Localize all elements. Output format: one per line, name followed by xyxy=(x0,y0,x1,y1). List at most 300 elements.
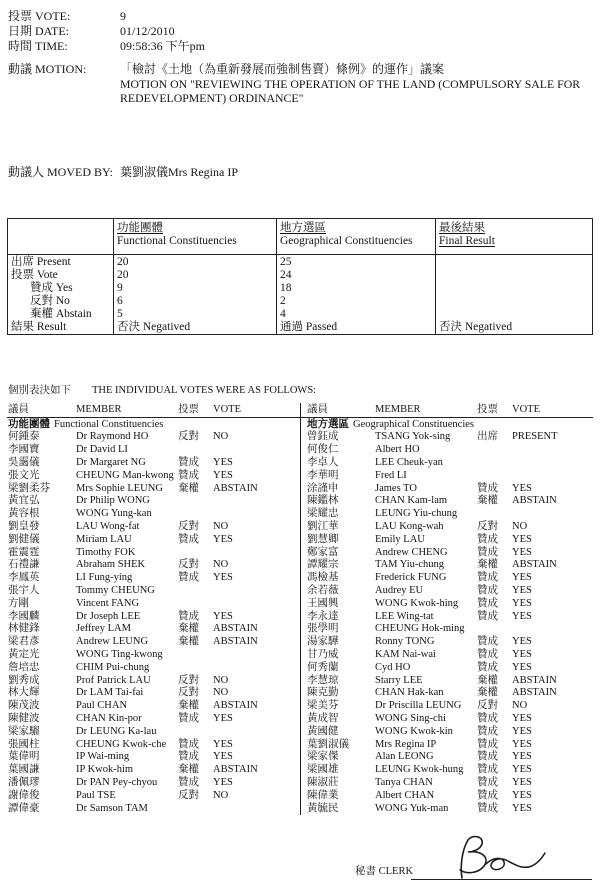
member-vote-zh: 棄權 xyxy=(178,623,199,635)
member-name-zh: 劉慧卿 xyxy=(307,533,339,545)
member-name-en: Dr David LI xyxy=(76,444,128,456)
member-vote-zh: 贊成 xyxy=(178,610,199,622)
member-name-en: Vincent FANG xyxy=(76,597,140,609)
summary-geographical-value: 24 xyxy=(280,269,292,281)
member-name-zh: 梁家騮 xyxy=(8,725,40,737)
member-vote-zh: 贊成 xyxy=(477,712,498,724)
member-name-zh: 李永達 xyxy=(307,610,339,622)
member-vote-zh xyxy=(178,598,213,611)
member-vote-zh: 出席 xyxy=(477,431,498,443)
member-vote-zh: 贊成 xyxy=(477,572,498,584)
member-name-zh: 陳偉業 xyxy=(307,789,339,801)
member-name-en: LAU Kong-wah xyxy=(375,520,444,532)
member-name-en: Dr LAM Tai-fai xyxy=(76,687,144,699)
member-name-en: Frederick FUNG xyxy=(375,572,447,584)
summary-header-blank xyxy=(8,222,113,248)
member-row xyxy=(307,470,592,483)
member-vote-zh xyxy=(178,495,213,508)
member-name-en: Andrew CHENG xyxy=(375,546,448,558)
member-vote-zh xyxy=(477,508,512,521)
member-vote-zh: 反對 xyxy=(178,674,199,686)
member-row xyxy=(8,675,298,688)
member-row xyxy=(8,559,298,572)
member-name-zh: 梁家傑 xyxy=(307,751,339,763)
member-row xyxy=(307,739,592,752)
member-name-zh: 何鍾泰 xyxy=(8,431,40,443)
member-name-en: IP Kwok-him xyxy=(76,764,134,776)
member-name-en: Starry LEE xyxy=(375,674,423,686)
member-name-en: CHEUNG Man-kwong xyxy=(76,469,174,481)
summary-table xyxy=(7,218,593,335)
member-vote-en: YES xyxy=(512,712,532,724)
member-name-en: IP Wai-ming xyxy=(76,751,130,763)
member-row xyxy=(307,790,592,803)
member-name-zh: 張學明 xyxy=(307,623,339,635)
member-vote-en: YES xyxy=(512,802,532,814)
member-row xyxy=(307,585,592,598)
summary-final-value xyxy=(435,308,592,321)
member-row xyxy=(8,777,298,790)
member-name-en: LI Fung-ying xyxy=(76,572,133,584)
member-vote-zh: 贊成 xyxy=(477,725,498,737)
date-row xyxy=(8,24,205,39)
member-row xyxy=(8,457,298,470)
member-row xyxy=(307,495,592,508)
member-row xyxy=(307,751,592,764)
individual-votes-heading-en: THE INDIVIDUAL VOTES WERE AS FOLLOWS: xyxy=(92,385,317,396)
summary-header-row xyxy=(8,222,592,248)
member-name-zh: 方剛 xyxy=(8,597,29,609)
member-name-zh: 黃宜弘 xyxy=(8,495,40,507)
vote-number-label: 投票 VOTE: xyxy=(8,9,71,23)
functional-column xyxy=(8,404,298,815)
member-vote-en: YES xyxy=(213,572,233,584)
vote-meta xyxy=(8,9,205,54)
member-row xyxy=(8,521,298,534)
summary-header-geographical-en: Geographical Constituencies xyxy=(280,235,413,247)
member-row xyxy=(307,444,592,457)
member-vote-zh: 贊成 xyxy=(477,636,498,648)
member-name-zh: 余若薇 xyxy=(307,584,339,596)
vote-number-row xyxy=(8,9,205,24)
member-row xyxy=(307,623,592,636)
member-name-en: CHIM Pui-chung xyxy=(76,661,150,673)
member-name-en: Jeffrey LAM xyxy=(76,623,131,635)
member-vote-en: YES xyxy=(512,789,532,801)
member-row xyxy=(307,675,592,688)
clerk-signature xyxy=(448,834,548,880)
summary-row-result xyxy=(8,321,592,334)
member-name-en: Miriam LAU xyxy=(76,533,132,545)
member-row xyxy=(8,534,298,547)
motion-title-zh: 「檢討《土地（為重新發展而強制售賣）條例》的運作」議案 xyxy=(120,62,445,76)
member-name-en: Albert HO xyxy=(375,444,420,456)
section-title-geographical xyxy=(307,419,592,432)
member-vote-zh: 反對 xyxy=(178,520,199,532)
member-vote-en: YES xyxy=(213,776,233,788)
member-name-zh: 黃毓民 xyxy=(307,802,339,814)
member-name-en: LEUNG Kwok-hung xyxy=(375,764,464,776)
member-row xyxy=(8,508,298,521)
member-name-zh: 張文光 xyxy=(8,469,40,481)
individual-votes-heading xyxy=(8,384,316,397)
summary-row-abstain xyxy=(8,308,592,321)
member-name-zh: 涂謹申 xyxy=(307,482,339,494)
summary-row-label: 結果 Result xyxy=(11,321,67,333)
member-row xyxy=(8,790,298,803)
member-row xyxy=(307,521,592,534)
member-row xyxy=(8,431,298,444)
member-name-en: Dr Margaret NG xyxy=(76,456,146,468)
member-vote-en: NO xyxy=(213,674,229,686)
vote-number-value: 9 xyxy=(120,9,126,23)
member-row xyxy=(307,713,592,726)
member-vote-zh: 反對 xyxy=(178,687,199,699)
member-vote-en: YES xyxy=(213,738,233,750)
member-vote-zh: 贊成 xyxy=(178,776,199,788)
member-vote-zh: 反對 xyxy=(477,700,498,712)
member-name-zh: 梁美芬 xyxy=(307,700,339,712)
member-vote-zh: 贊成 xyxy=(477,610,498,622)
member-name-en: Dr Samson TAM xyxy=(76,802,148,814)
member-row xyxy=(307,687,592,700)
member-vote-zh xyxy=(477,470,512,483)
member-name-zh: 劉皇發 xyxy=(8,520,40,532)
member-name-zh: 林大輝 xyxy=(8,687,40,699)
summary-header-functional-en: Functional Constituencies xyxy=(117,235,237,247)
column-header-member-en: MEMBER xyxy=(375,404,421,415)
member-row xyxy=(307,457,592,470)
date-label: 日期 DATE: xyxy=(8,24,69,38)
member-vote-zh: 棄權 xyxy=(178,700,199,712)
member-row xyxy=(307,559,592,572)
member-name-en: Dr LEUNG Ka-lau xyxy=(76,725,157,737)
member-name-zh: 陳健波 xyxy=(8,712,40,724)
member-name-en: WONG Ting-kwong xyxy=(76,648,163,660)
moved-by xyxy=(8,165,238,180)
member-name-en: Mrs Sophie LEUNG xyxy=(76,482,163,494)
section-title-geographical-zh: 地方選區 xyxy=(307,418,349,430)
summary-geographical-value: 通過 Passed xyxy=(280,321,338,333)
member-row xyxy=(307,700,592,713)
member-name-zh: 葉偉明 xyxy=(8,751,40,763)
member-vote-en: YES xyxy=(213,712,233,724)
member-vote-en: ABSTAIN xyxy=(213,700,258,712)
member-vote-zh xyxy=(477,444,512,457)
member-name-en: Dr Joseph LEE xyxy=(76,610,141,622)
summary-geographical-value: 4 xyxy=(280,308,286,320)
summary-functional-value: 5 xyxy=(117,308,123,320)
member-vote-zh: 贊成 xyxy=(477,648,498,660)
summary-functional-value: 20 xyxy=(117,256,129,268)
member-row xyxy=(307,547,592,560)
column-header-vote-zh: 投票 xyxy=(477,404,498,415)
member-vote-zh xyxy=(178,726,213,739)
member-name-en: Tommy CHEUNG xyxy=(76,584,155,596)
member-vote-en: YES xyxy=(512,610,532,622)
member-name-zh: 馮檢基 xyxy=(307,572,339,584)
member-vote-en: ABSTAIN xyxy=(213,764,258,776)
member-vote-en: YES xyxy=(512,776,532,788)
member-vote-zh: 反對 xyxy=(178,559,199,571)
summary-header-geographical-zh: 地方選區 xyxy=(280,222,326,234)
member-vote-en: YES xyxy=(512,584,532,596)
member-row xyxy=(8,611,298,624)
member-row xyxy=(8,649,298,662)
member-vote-zh: 反對 xyxy=(178,431,199,443)
member-vote-en: ABSTAIN xyxy=(213,623,258,635)
member-row xyxy=(307,777,592,790)
member-name-en: CHEUNG Hok-ming xyxy=(375,623,465,635)
column-header-vote-en: VOTE xyxy=(512,404,540,415)
member-name-zh: 潘佩璆 xyxy=(8,776,40,788)
member-row xyxy=(8,726,298,739)
member-row xyxy=(8,739,298,752)
member-vote-zh xyxy=(477,623,512,636)
member-name-en: Audrey EU xyxy=(375,584,424,596)
summary-row-label: 棄權 Abstain xyxy=(30,308,92,320)
member-name-zh: 鄭家富 xyxy=(307,546,339,558)
member-vote-zh: 贊成 xyxy=(178,533,199,545)
member-name-en: WONG Sing-chi xyxy=(375,712,446,724)
member-vote-en: YES xyxy=(213,456,233,468)
column-header-member-zh: 議員 xyxy=(307,404,328,415)
member-vote-zh xyxy=(178,444,213,457)
member-row xyxy=(307,764,592,777)
summary-row-no xyxy=(8,295,592,308)
member-name-en: Alan LEONG xyxy=(375,751,434,763)
summary-row-label: 贊成 Yes xyxy=(30,282,73,294)
member-name-en: LEE Wing-tat xyxy=(375,610,434,622)
member-vote-en: YES xyxy=(512,546,532,558)
member-name-zh: 譚偉豪 xyxy=(8,802,40,814)
member-row xyxy=(8,713,298,726)
member-vote-en: YES xyxy=(512,725,532,737)
member-row xyxy=(8,764,298,777)
member-name-zh: 何俊仁 xyxy=(307,444,339,456)
member-name-en: Ronny TONG xyxy=(375,636,435,648)
member-vote-en: NO xyxy=(512,520,528,532)
member-vote-en: YES xyxy=(512,482,532,494)
member-row xyxy=(8,687,298,700)
member-vote-en: YES xyxy=(512,572,532,584)
member-vote-en: YES xyxy=(512,764,532,776)
column-header-member-en: MEMBER xyxy=(76,404,122,415)
member-vote-zh xyxy=(178,803,213,816)
member-row xyxy=(307,572,592,585)
member-vote-zh: 贊成 xyxy=(477,584,498,596)
summary-final-value xyxy=(435,282,592,295)
member-row xyxy=(307,508,592,521)
member-row xyxy=(8,470,298,483)
member-name-en: Emily LAU xyxy=(375,533,425,545)
member-row xyxy=(307,803,592,816)
member-vote-zh xyxy=(477,457,512,470)
summary-body xyxy=(8,256,592,334)
member-name-zh: 劉健儀 xyxy=(8,533,40,545)
member-vote-en: NO xyxy=(213,520,229,532)
member-vote-en: PRESENT xyxy=(512,431,558,443)
member-vote-en: YES xyxy=(512,636,532,648)
member-name-zh: 梁耀忠 xyxy=(307,508,339,520)
section-title-functional xyxy=(8,419,298,432)
member-name-zh: 譚耀宗 xyxy=(307,559,339,571)
member-vote-zh: 贊成 xyxy=(477,661,498,673)
member-name-zh: 李國麟 xyxy=(8,610,40,622)
moved-by-name: 葉劉淑儀Mrs Regina IP xyxy=(120,165,238,179)
member-name-zh: 湯家驊 xyxy=(307,636,339,648)
member-vote-en: NO xyxy=(213,789,229,801)
member-name-zh: 劉秀成 xyxy=(8,674,40,686)
summary-row-yes xyxy=(8,282,592,295)
member-vote-en: YES xyxy=(213,533,233,545)
member-vote-en: YES xyxy=(213,751,233,763)
member-name-en: Dr Raymond HO xyxy=(76,431,149,443)
member-row xyxy=(307,649,592,662)
summary-geographical-value: 2 xyxy=(280,295,286,307)
section-title-functional-zh: 功能團體 xyxy=(8,418,50,430)
member-vote-zh: 反對 xyxy=(477,520,498,532)
member-vote-en: YES xyxy=(512,648,532,660)
member-name-en: LAU Wong-fat xyxy=(76,520,140,532)
member-vote-zh: 棄權 xyxy=(178,482,199,494)
member-name-zh: 吳靄儀 xyxy=(8,456,40,468)
member-row xyxy=(307,534,592,547)
member-name-en: WONG Yuk-man xyxy=(375,802,449,814)
motion-title-en-line1: MOTION ON "REVIEWING THE OPERATION OF THE LAND (COMPULSORY SALE FOR xyxy=(120,76,581,91)
member-row xyxy=(307,611,592,624)
member-vote-en: YES xyxy=(512,661,532,673)
member-row xyxy=(8,572,298,585)
member-name-en: CHAN Kam-lam xyxy=(375,495,448,507)
member-row xyxy=(307,726,592,739)
member-name-en: James TO xyxy=(375,482,417,494)
member-name-zh: 陳淑莊 xyxy=(307,776,339,788)
member-vote-zh: 贊成 xyxy=(178,712,199,724)
member-name-zh: 黃容根 xyxy=(8,508,40,520)
summary-final-value xyxy=(435,256,592,269)
summary-final-value xyxy=(435,269,592,282)
member-vote-en: YES xyxy=(213,469,233,481)
summary-header-divider xyxy=(8,254,592,255)
member-vote-zh: 贊成 xyxy=(477,533,498,545)
member-name-zh: 林健鋒 xyxy=(8,623,40,635)
member-vote-zh xyxy=(178,508,213,521)
member-row xyxy=(307,598,592,611)
member-name-zh: 葉國謙 xyxy=(8,764,40,776)
member-name-zh: 陳鑑林 xyxy=(307,495,339,507)
member-name-zh: 李國寶 xyxy=(8,444,40,456)
motion-label: 動議 MOTION: xyxy=(8,62,87,76)
member-row xyxy=(8,495,298,508)
member-name-en: CHAN Kin-por xyxy=(76,712,142,724)
member-name-en: Prof Patrick LAU xyxy=(76,674,151,686)
member-name-en: Paul CHAN xyxy=(76,700,128,712)
member-name-zh: 李華明 xyxy=(307,469,339,481)
member-vote-zh: 贊成 xyxy=(477,776,498,788)
member-name-zh: 劉江華 xyxy=(307,520,339,532)
member-vote-en: ABSTAIN xyxy=(512,559,557,571)
member-name-zh: 李卓人 xyxy=(307,456,339,468)
summary-header-functional-zh: 功能團體 xyxy=(117,222,163,234)
member-name-en: TSANG Yok-sing xyxy=(375,431,451,443)
member-name-en: Dr PAN Pey-chyou xyxy=(76,776,158,788)
member-row xyxy=(8,598,298,611)
member-name-en: WONG Yung-kan xyxy=(76,508,152,520)
member-row xyxy=(307,636,592,649)
member-name-en: WONG Kwok-kin xyxy=(375,725,453,737)
member-name-en: Tanya CHAN xyxy=(375,776,433,788)
member-vote-en: ABSTAIN xyxy=(512,687,557,699)
member-vote-zh: 棄權 xyxy=(477,559,498,571)
member-vote-en: ABSTAIN xyxy=(512,674,557,686)
member-vote-en: YES xyxy=(512,751,532,763)
member-vote-zh: 贊成 xyxy=(477,546,498,558)
member-row xyxy=(8,483,298,496)
member-vote-zh xyxy=(178,649,213,662)
member-name-en: LEE Cheuk-yan xyxy=(375,456,443,468)
member-row xyxy=(8,636,298,649)
member-name-en: Abraham SHEK xyxy=(76,559,146,571)
member-vote-zh: 贊成 xyxy=(477,751,498,763)
member-name-zh: 李鳳英 xyxy=(8,572,40,584)
motion-text xyxy=(120,62,580,106)
member-name-zh: 謝偉俊 xyxy=(8,789,40,801)
member-vote-en: YES xyxy=(213,610,233,622)
summary-geographical-value: 18 xyxy=(280,282,292,294)
member-vote-en: NO xyxy=(213,431,229,443)
member-name-en: Timothy FOK xyxy=(76,546,136,558)
column-header-vote-zh: 投票 xyxy=(178,404,199,415)
summary-row-label: 投票 Vote xyxy=(11,269,58,281)
member-name-zh: 李慧琼 xyxy=(307,674,339,686)
member-row xyxy=(307,483,592,496)
member-vote-en: YES xyxy=(512,597,532,609)
clerk-label: 秘書 CLERK xyxy=(355,866,414,877)
member-name-en: Dr Philip WONG xyxy=(76,495,150,507)
member-row xyxy=(8,751,298,764)
summary-functional-value: 20 xyxy=(117,269,129,281)
member-row xyxy=(307,431,592,444)
member-vote-zh: 贊成 xyxy=(477,597,498,609)
member-name-zh: 黃定光 xyxy=(8,648,40,660)
individual-column-divider xyxy=(300,403,301,815)
summary-functional-value: 6 xyxy=(117,295,123,307)
member-vote-zh: 贊成 xyxy=(477,482,498,494)
member-name-en: Paul TSE xyxy=(76,789,116,801)
member-name-en: TAM Yiu-chung xyxy=(375,559,445,571)
member-name-en: WONG Kwok-hing xyxy=(375,597,459,609)
member-vote-en: YES xyxy=(512,533,532,545)
section-title-geographical-en: Geographical Constituencies xyxy=(353,418,475,430)
member-name-zh: 梁君彥 xyxy=(8,636,40,648)
member-vote-zh: 贊成 xyxy=(477,802,498,814)
member-name-zh: 何秀蘭 xyxy=(307,661,339,673)
member-vote-en: ABSTAIN xyxy=(213,636,258,648)
summary-header-final-zh: 最後結果 xyxy=(439,222,485,234)
member-row xyxy=(8,444,298,457)
member-name-zh: 黃成智 xyxy=(307,712,339,724)
member-name-zh: 梁劉柔芬 xyxy=(8,482,50,494)
member-name-zh: 黃國健 xyxy=(307,725,339,737)
member-vote-zh: 贊成 xyxy=(477,789,498,801)
motion-title-en-line2: REDEVELOPMENT) ORDINANCE" xyxy=(120,91,304,105)
summary-final-value: 否決 Negatived xyxy=(439,321,513,333)
summary-final-value xyxy=(435,295,592,308)
member-vote-zh: 贊成 xyxy=(178,751,199,763)
member-vote-en: ABSTAIN xyxy=(213,482,258,494)
member-row xyxy=(8,585,298,598)
